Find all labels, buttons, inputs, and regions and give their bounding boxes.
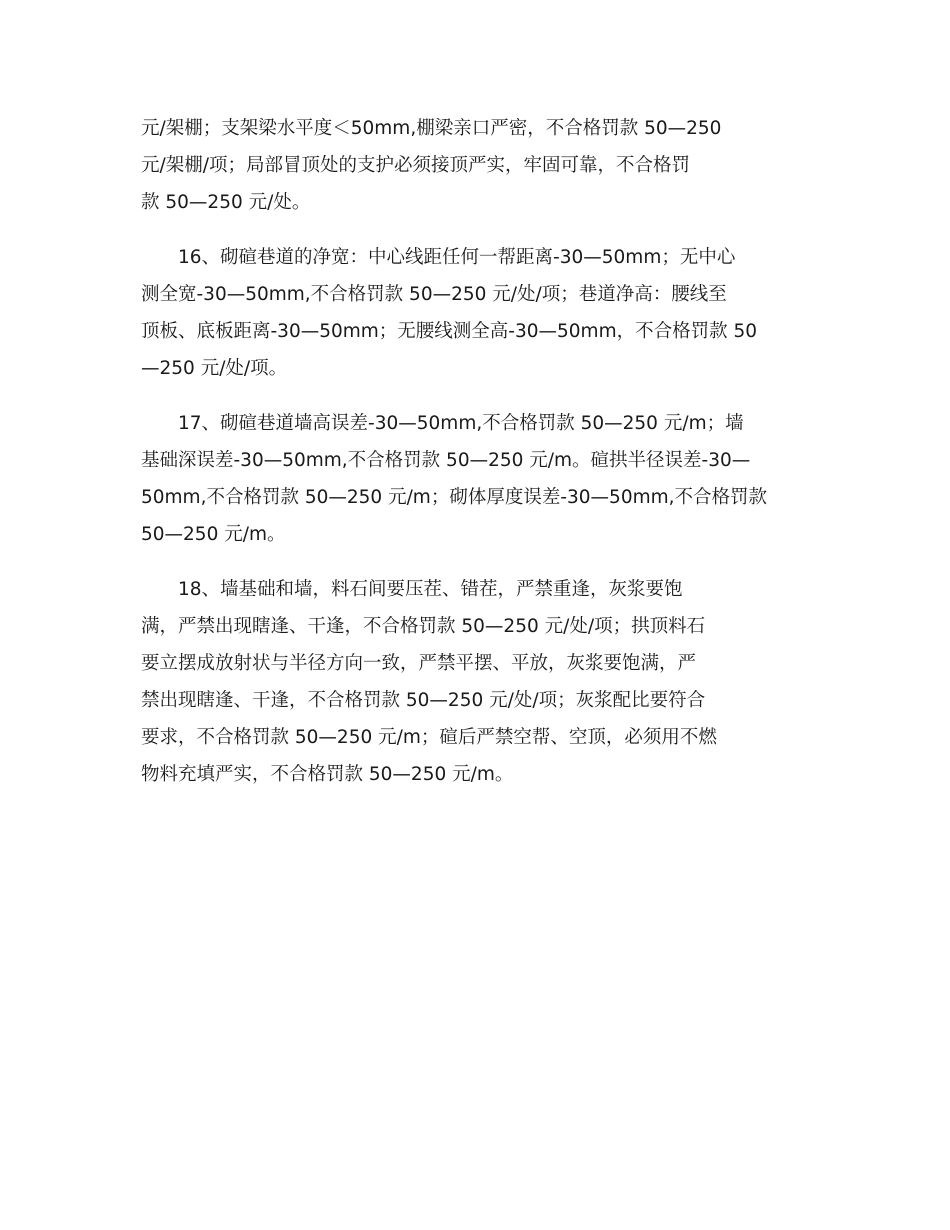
paragraph-item-18 <box>141 571 806 793</box>
text-line: 基础深误差-30—50mm,不合格罚款 50—250 元/m。碹拱半径误差-30— <box>141 450 751 471</box>
paragraph-item-16 <box>141 239 806 387</box>
text-line: 满，严禁出现瞎逢、干逢，不合格罚款 50—250 元/处/项；拱顶料石 <box>141 616 706 637</box>
text-line: 50mm,不合格罚款 50—250 元/m；砌体厚度误差-30—50mm,不合格罚款 <box>141 487 768 508</box>
text-line: 禁出现瞎逢、干逢，不合格罚款 50—250 元/处/项；灰浆配比要符合 <box>141 690 706 711</box>
text-line: 元/架棚/项；局部冒顶处的支护必须接顶严实，牢固可靠，不合格罚 <box>141 155 690 176</box>
text-line: 16、砌碹巷道的净宽：中心线距任何一帮距离-30—50mm；无中心 <box>178 247 736 268</box>
text-line: 要求，不合格罚款 50—250 元/m；碹后严禁空帮、空顶，必须用不燃 <box>141 727 717 748</box>
paragraph-item-17 <box>141 405 806 553</box>
text-line: —250 元/处/项。 <box>141 358 288 379</box>
text-line: 50—250 元/m。 <box>141 524 286 545</box>
text-line: 元/架棚；支架梁水平度＜50mm,棚梁亲口严密，不合格罚款 50—250 <box>141 118 722 139</box>
text-line: 测全宽-30—50mm,不合格罚款 50—250 元/处/项；巷道净高：腰线至 <box>141 284 727 305</box>
text-line: 物料充填严实，不合格罚款 50—250 元/m。 <box>141 764 514 785</box>
text-line: 18、墙基础和墙，料石间要压茬、错茬，严禁重逢，灰浆要饱 <box>178 579 683 600</box>
document-body <box>141 110 806 793</box>
text-line: 要立摆成放射状与半径方向一致，严禁平摆、平放，灰浆要饱满，严 <box>141 653 697 674</box>
text-line: 17、砌碹巷道墙高误差-30—50mm,不合格罚款 50—250 元/m；墙 <box>178 413 744 434</box>
text-line: 顶板、底板距离-30—50mm；无腰线测全高-30—50mm，不合格罚款 50 <box>141 321 758 342</box>
text-line: 款 50—250 元/处。 <box>141 192 311 213</box>
paragraph-continuation <box>141 110 806 221</box>
